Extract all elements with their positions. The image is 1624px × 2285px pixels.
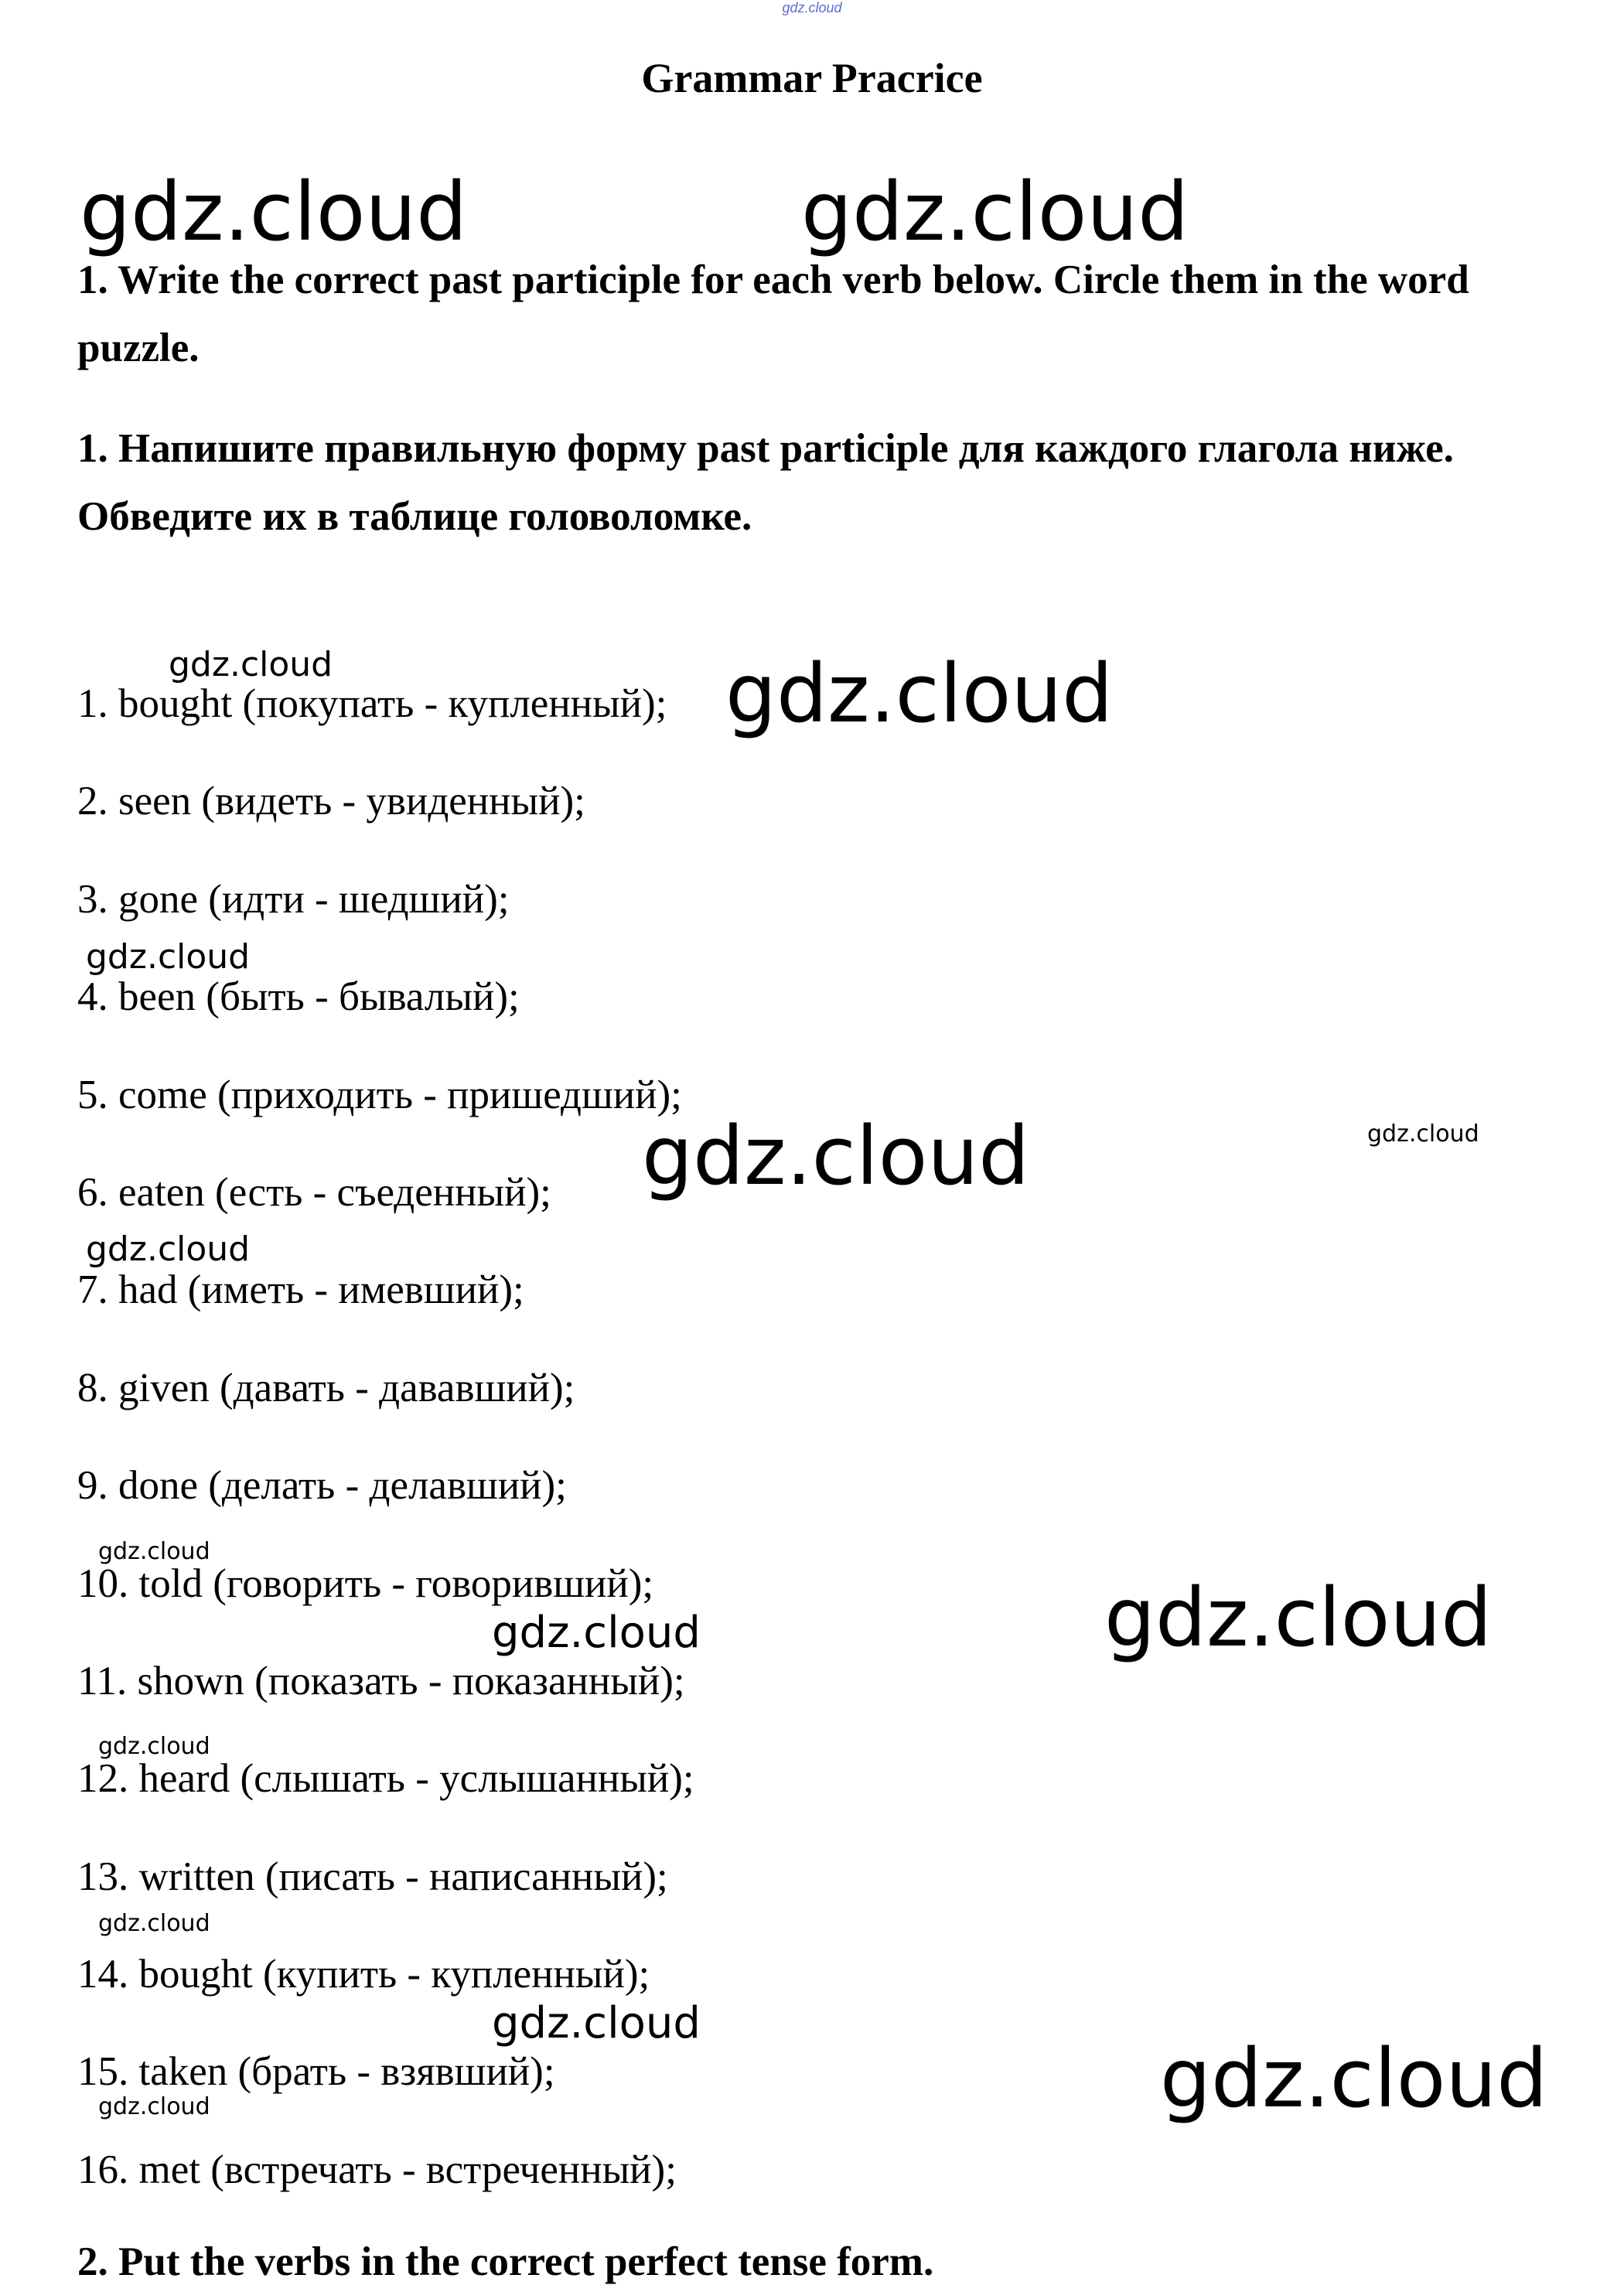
watermark: gdz.cloud	[1104, 1571, 1493, 1665]
answer-item: 1. bought (покупать - купленный);	[77, 681, 667, 726]
answer-item: 10. told (говорить - говоривший);	[77, 1560, 654, 1606]
answer-item: 14. bought (купить - купленный);	[77, 1952, 650, 1997]
answer-item: 11. shown (показать - показанный);	[77, 1658, 685, 1704]
watermark: gdz.cloud	[86, 1229, 251, 1269]
answer-item: 6. eaten (есть - съеденный);	[77, 1169, 551, 1215]
top-watermark: gdz.cloud	[782, 0, 842, 15]
watermark: gdz.cloud	[492, 1998, 701, 2048]
answer-item: 5. come (приходить - пришедший);	[77, 1072, 682, 1117]
page-title: Grammar Pracrice	[641, 55, 983, 101]
watermark: gdz.cloud	[1367, 1120, 1479, 1148]
answer-item: 7. had (иметь - имевший);	[77, 1267, 524, 1313]
watermark: gdz.cloud	[801, 165, 1189, 259]
task-instruction-ru: 1. Напишите правильную форму past participle для каждого глагола ниже. Обведите их в таблице головоломке.	[77, 426, 1454, 539]
watermark: gdz.cloud	[169, 645, 333, 684]
answer-item: 4. been (быть - бывалый);	[77, 974, 520, 1020]
answer-item: 15. taken (брать - взявший);	[77, 2049, 555, 2095]
watermark: gdz.cloud	[98, 2093, 210, 2120]
watermark: gdz.cloud	[642, 1109, 1030, 1203]
watermark: gdz.cloud	[86, 937, 251, 977]
answer-item: 9. done (делать - делавший);	[77, 1463, 567, 1509]
answer-item: 16. met (встречать - встреченный);	[77, 2147, 677, 2192]
answer-item: 2. seen (видеть - увиденный);	[77, 779, 585, 824]
section-2-heading: 2. Put the verbs in the correct perfect tense form.	[77, 2239, 934, 2284]
answer-item: 3. gone (идти - шедший);	[77, 876, 510, 922]
watermark: gdz.cloud	[725, 646, 1114, 741]
watermark: gdz.cloud	[80, 165, 468, 259]
answer-item: 8. given (давать - дававший);	[77, 1365, 575, 1410]
watermark: gdz.cloud	[1160, 2031, 1548, 2126]
watermark: gdz.cloud	[98, 1733, 210, 1760]
watermark: gdz.cloud	[492, 1608, 701, 1658]
watermark: gdz.cloud	[98, 1910, 210, 1937]
task-instruction-en: 1. Write the correct past participle for each verb below. Circle them in the word puzzle.	[77, 257, 1469, 370]
answer-item: 12. heard (слышать - услышанный);	[77, 1756, 694, 1802]
answer-item: 13. written (писать - написанный);	[77, 1854, 668, 1899]
watermark: gdz.cloud	[98, 1538, 210, 1565]
